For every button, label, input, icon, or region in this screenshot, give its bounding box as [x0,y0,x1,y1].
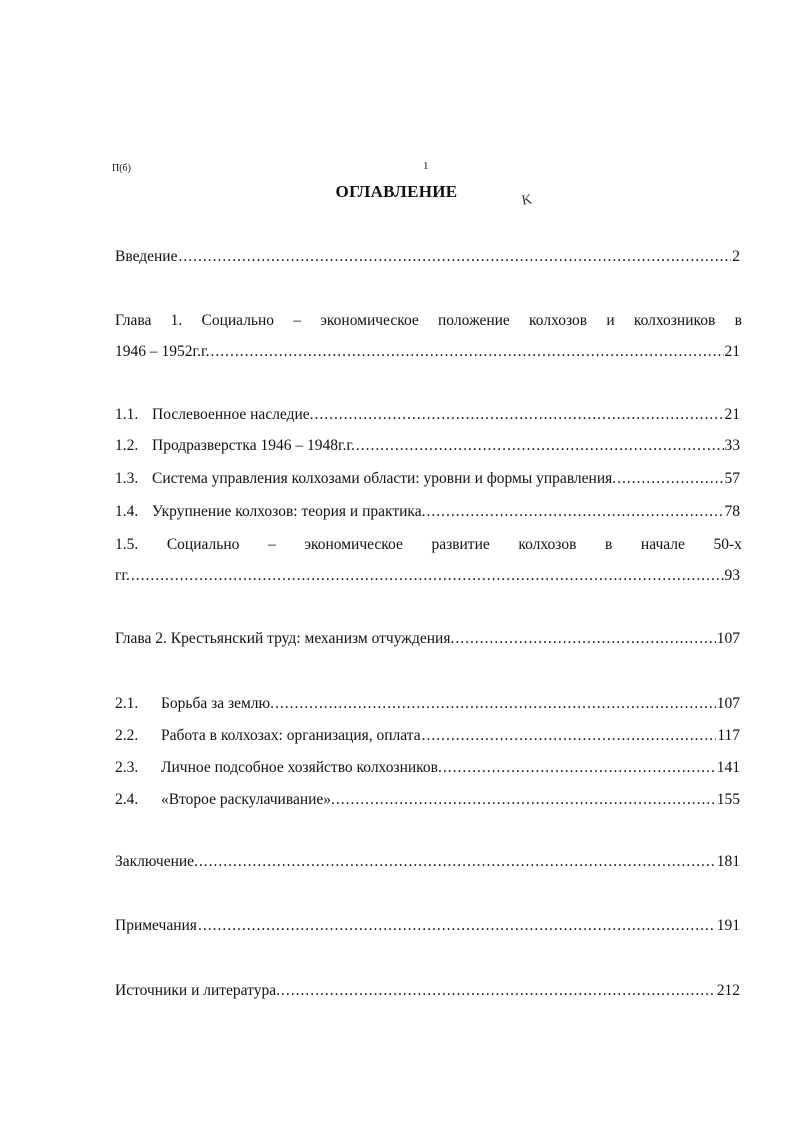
toc-entry-label: Личное подсобное хозяйство колхозников. [161,759,442,776]
toc-leader-dots [455,630,715,648]
word: 50-х [713,536,742,553]
toc-entry-page: 107 [716,695,740,712]
toc-entry-page: 117 [717,727,740,744]
toc-leader-dots [210,343,723,361]
toc-leader-dots [422,727,717,745]
word: Глава [115,312,152,329]
toc-entry-label: Глава 2. Крестьянский труд: механизм отчуждения. [115,630,455,647]
toc-entry-section[interactable] [115,503,740,521]
toc-leader-dots [275,695,716,713]
toc-entry-label: Укрупнение колхозов: теория и практика. [152,503,426,520]
toc-entry-label: Борьба за землю. [161,695,274,712]
toc-entry-section[interactable] [115,727,740,745]
word: 1. [170,312,183,329]
word: – [267,536,276,553]
toc-entry-section[interactable] [115,695,740,713]
toc-entry-number: 1.1. [115,406,139,423]
toc-entry-page: 93 [724,567,740,584]
toc-entry-page: 141 [716,759,740,776]
word: 1.5. [115,536,139,553]
toc-entry-label: «Второе раскулачивание». [161,791,335,808]
toc-leader-dots [198,917,716,935]
toc-leader-dots [617,470,723,488]
toc-entry-section[interactable] [115,759,740,777]
toc-entry-notes[interactable] [115,917,740,935]
toc-entry-page: 21 [724,343,740,360]
toc-entry-page: 57 [724,470,740,487]
word: колхозов [518,536,577,553]
toc-entry-label: Заключение. [115,853,198,870]
toc-entry-label: Примечания [115,917,197,934]
toc-entry-page: 78 [724,503,740,520]
word: в [734,312,742,329]
word: колхозников [633,312,716,329]
toc-leader-dots [336,791,716,809]
toc-entry-page: 181 [716,853,740,870]
page-title: ОГЛАВЛЕНИЕ [335,182,458,201]
toc-leader-dots [199,853,716,871]
toc-entry-label: Введение [115,248,178,265]
toc-entry-intro[interactable] [115,248,740,266]
toc-entry-conclusion[interactable] [115,853,740,871]
toc-entry-label: Продразверстка 1946 – 1948г.г. [152,437,355,454]
word: начале [640,536,685,553]
toc-leader-dots [178,248,731,266]
toc-entry-page: 107 [716,630,740,647]
toc-entry-page: 191 [716,917,740,934]
word: колхозов [529,312,588,329]
toc-entry-sources[interactable] [115,982,740,1000]
word: Социально [201,312,275,329]
toc-leader-dots [131,567,724,585]
toc-entry-section[interactable] [115,470,740,488]
toc-entry-page: 2 [732,248,740,265]
toc-entry-page: 21 [724,406,740,423]
toc-entry-chapter2[interactable] [115,630,740,648]
word: Социально [166,536,240,553]
word: положение [438,312,510,329]
toc-entry-number: 2.4. [115,791,139,808]
toc-entry-number: 2.2. [115,727,139,744]
toc-entry-label: Система управления колхозами области: уровни и формы управления. [152,470,617,487]
corner-label: П(б) [112,163,131,174]
word: в [605,536,613,553]
toc-entry-page: 212 [716,982,740,999]
toc-leader-dots [281,982,716,1000]
word: развитие [431,536,490,553]
toc-section15-line2[interactable] [115,567,740,585]
toc-entry-label: гг. [115,567,130,584]
toc-entry-number: 1.4. [115,503,139,520]
toc-section15-line1[interactable] [115,536,742,554]
word: экономическое [304,536,403,553]
page-number: 1 [423,160,429,172]
toc-entry-number: 1.3. [115,470,139,487]
toc-entry-page: 33 [724,437,740,454]
toc-entry-label: Источники и литература. [115,982,280,999]
toc-entry-label: Работа в колхозах: организация, оплата [161,727,421,744]
toc-entry-number: 1.2. [115,437,139,454]
toc-entry-section[interactable] [115,791,740,809]
toc-entry-label: Послевоенное наследие. [152,406,314,423]
toc-leader-dots [356,437,724,455]
toc-entry-number: 2.3. [115,759,139,776]
toc-leader-dots [426,503,723,521]
handwritten-mark: K [520,192,534,209]
toc-leader-dots [315,406,724,424]
toc-entry-number: 2.1. [115,695,139,712]
toc-entry-label: 1946 – 1952г.г. [115,343,210,360]
toc-entry-section[interactable] [115,437,740,455]
word: – [293,312,302,329]
word: экономическое [320,312,419,329]
toc-leader-dots [443,759,716,777]
toc-entry-page: 155 [716,791,740,808]
toc-chapter1-line1[interactable] [115,312,742,330]
toc-chapter1-line2[interactable] [115,343,740,361]
word: и [606,312,615,329]
toc-entry-section[interactable] [115,406,740,424]
